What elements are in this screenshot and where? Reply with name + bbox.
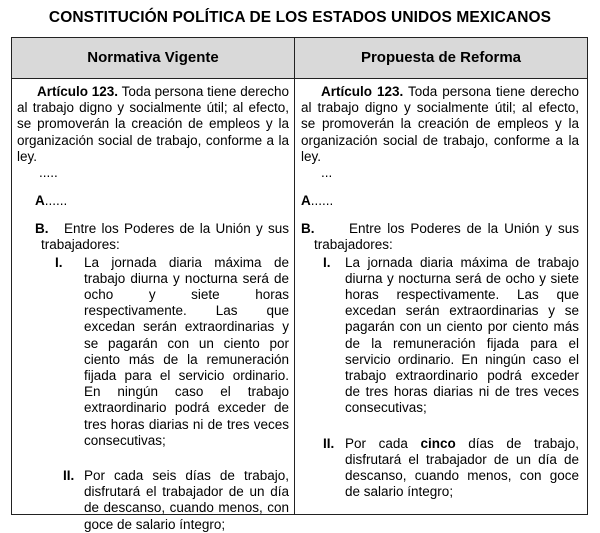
fraction-i (17, 255, 289, 449)
proposed-reform-column (301, 84, 579, 500)
section-a: A...... (301, 193, 334, 209)
fraction-i-text: La jornada diaria máxima de trabajo diurna y nocturna será de ocho y siete horas respectivamente. Las que excedan serán extraordinarias y se pagarán con un ciento por ciento más de la remuneración fijada para el servicio ordinario. En ningún caso el trabajo extraordinario podrá exceder de tres horas diarias ni de tres veces consecutivas; (84, 254, 289, 448)
highlighted-change: cinco (420, 435, 456, 451)
fraction-ii-text: Por cada cinco días de trabajo, disfrutará el trabajador de un día de descanso, cuando menos, con goce de salario íntegro; (345, 435, 579, 500)
omission-ellipsis: ..... (39, 165, 58, 181)
column-divider (294, 38, 295, 514)
section-b (17, 221, 289, 253)
article-number: Artículo 123. (37, 84, 119, 99)
header-current-law: Normativa Vigente (87, 49, 219, 66)
comparison-table (11, 37, 588, 532)
fraction-i-label: I. (55, 254, 63, 270)
article-text: Toda persona tiene derecho al trabajo digno y socialmente útil; al efecto, se promoverán la creación de empleos y la organización social de trabajo, conforme a la ley. (17, 84, 289, 164)
section-a: A...... (35, 193, 68, 209)
article-paragraph (17, 84, 289, 165)
section-b-label: B. (301, 221, 315, 237)
article-number: Artículo 123. (321, 84, 404, 99)
section-b-text: Entre los Poderes de la Unión y sus trabajadores: (314, 221, 579, 253)
fraction-i (301, 255, 579, 417)
header-proposed-reform: Propuesta de Reforma (360, 49, 522, 66)
document-title: CONSTITUCIÓN POLÍTICA DE LOS ESTADOS UNIDOS MEXICANOS (48, 9, 552, 26)
fraction-ii-label: II. (323, 435, 335, 451)
current-law-column (17, 84, 289, 533)
section-b-label: B. (35, 221, 49, 237)
fraction-ii-text: Por cada seis días de trabajo, disfrutará el trabajador de un día de descanso, cuando menos, con goce de salario íntegro; (84, 468, 289, 532)
fraction-ii (17, 468, 289, 533)
fraction-ii-label: II. (63, 468, 75, 484)
article-paragraph (301, 84, 579, 165)
section-b-text: Entre los Poderes de la Unión y sus trabajadores: (41, 221, 289, 253)
fraction-i-label: I. (323, 254, 331, 270)
fraction-i-text: La jornada diaria máxima de trabajo diurna y nocturna será de ocho y siete horas respectivamente. Las que excedan serán extraordinarias y se pagarán con un ciento por ciento más de la remuneración fijada para el servicio ordinario. En ningún caso el trabajo extraordinario podrá exceder de tres horas diarias ni de tres veces consecutivas; (345, 254, 579, 416)
section-b (301, 221, 579, 253)
article-text: Toda persona tiene derecho al trabajo digno y socialmente útil; al efecto, se promoverán la creación de empleos y la organización social de trabajo, conforme a la ley. (301, 84, 579, 164)
fraction-ii (301, 436, 579, 501)
omission-ellipsis: ... (321, 165, 333, 181)
